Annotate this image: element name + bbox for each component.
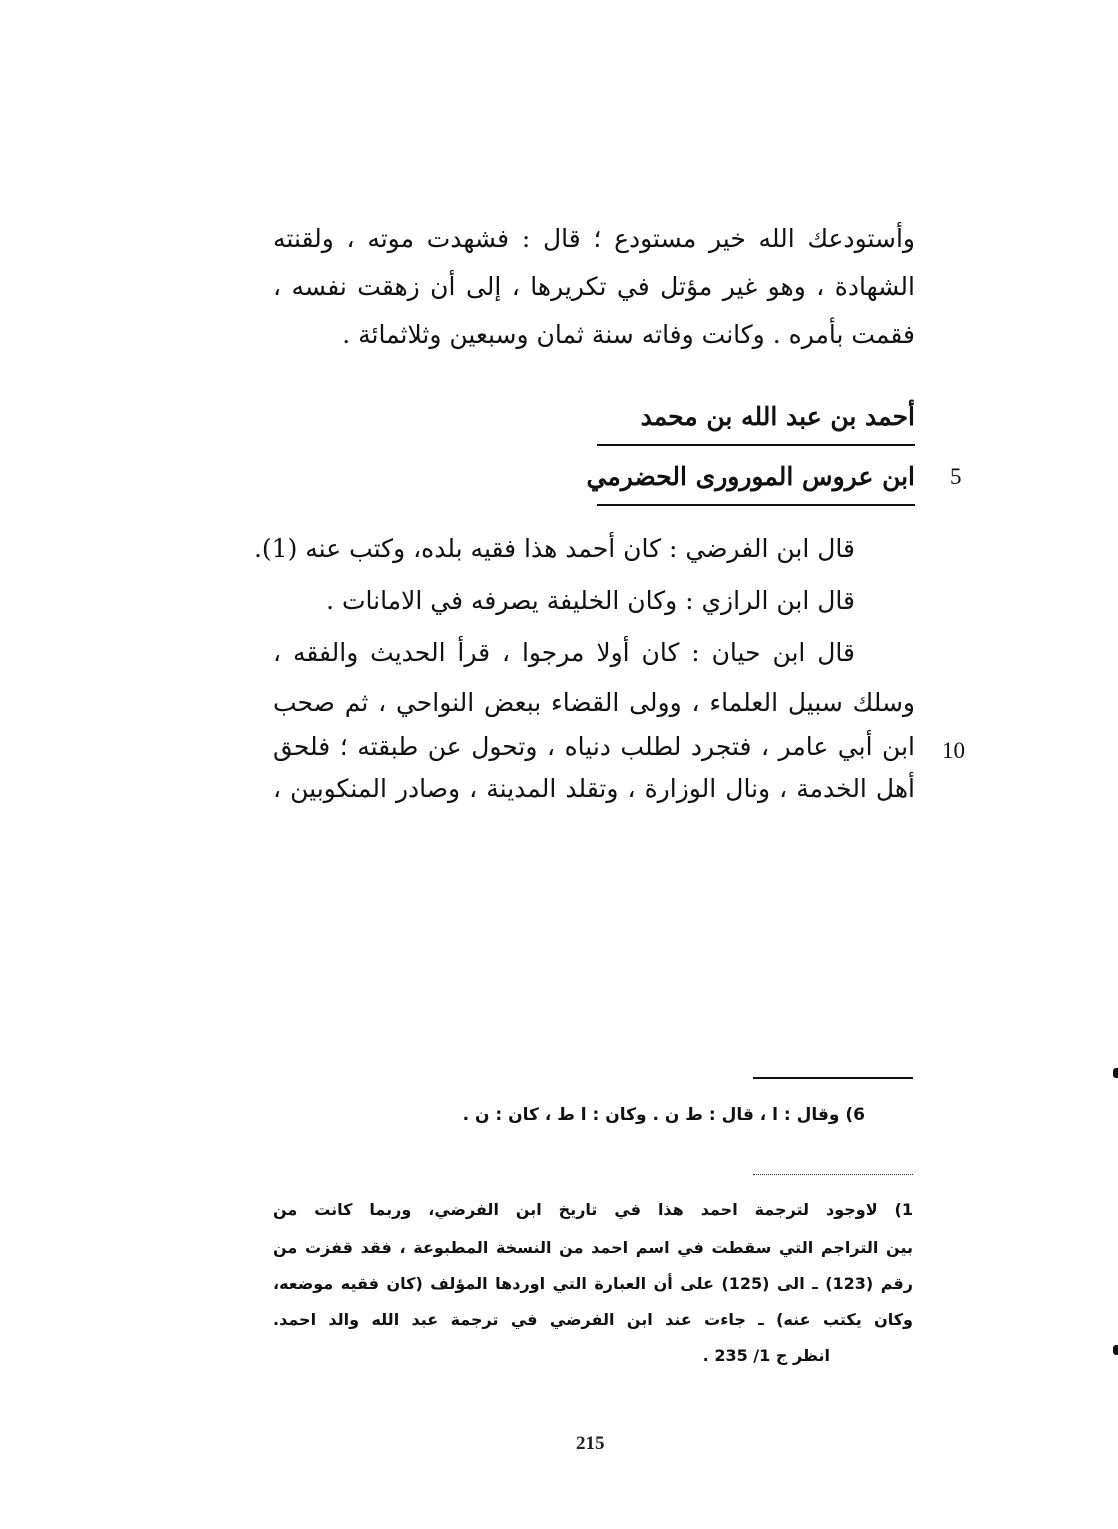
- variant-reading-note: 6) وقال : ا ، قال : ط ن . وكان : ا ط ، كان : ن .: [462, 1105, 865, 1125]
- footnote-line-3: رقم (123) ـ الى (125) على أن العبارة التي اوردها المؤلف (كان فقيه موضعه،: [273, 1274, 913, 1293]
- footnote-line-5: انظر ج 1/ 235 .: [702, 1346, 830, 1365]
- quote-ibn-al-razi: قال ابن الرازي : وكان الخليفة يصرفه في الامانات .: [326, 586, 855, 615]
- body-line-2: الشهادة ، وهو غير مؤتل في تكريرها ، إلى أن زهقت نفسه ،: [273, 272, 915, 301]
- footnote-line-2: بين التراجم التي سقطت في اسم احمد من النسخة المطبوعة ، فقد قفزت من: [273, 1238, 913, 1257]
- body-continuation-3: أهل الخدمة ، ونال الوزارة ، وتقلد المدينة ، وصادر المنكوبين ،: [273, 774, 915, 803]
- quote-ibn-hayyan: قال ابن حيان : كان أولا مرجوا ، قرأ الحديث والفقه ،: [273, 638, 855, 667]
- footnote-line-1: 1) لاوجود لترجمة احمد هذا في تاريخ ابن الفرضي، وربما كانت من: [273, 1200, 913, 1219]
- entry-heading-line-1: أحمد بن عبد الله بن محمد: [640, 402, 915, 431]
- quote-ibn-al-faradi: قال ابن الفرضي : كان أحمد هذا فقيه بلده، وكتب عنه (1).: [253, 534, 855, 563]
- heading-underline-2: [597, 504, 915, 506]
- page-number: 215: [576, 1433, 605, 1454]
- apparatus-separator: [753, 1077, 913, 1079]
- body-continuation-2: ابن أبي عامر ، فتجرد لطلب دنياه ، وتحول عن طبقته ؛ فلحق: [273, 732, 915, 761]
- line-number-10: 10: [942, 738, 965, 763]
- body-line-3: فقمت بأمره . وكانت وفاته سنة ثمان وسبعين وثلاثمائة .: [342, 320, 915, 349]
- footnote-separator: [753, 1174, 913, 1175]
- line-number-5: 5: [950, 464, 962, 489]
- body-line-1: وأستودعك الله خير مستودع ؛ قال : فشهدت موته ، ولقنته: [273, 224, 915, 253]
- scan-margin-mark-bottom: [1113, 1345, 1118, 1355]
- heading-underline-1: [597, 444, 915, 446]
- body-continuation-1: وسلك سبيل العلماء ، وولى القضاء ببعض النواحي ، ثم صحب: [273, 688, 915, 717]
- footnote-line-4: وكان يكتب عنه) ـ جاءت عند ابن الفرضي في ترجمة عبد الله والد احمد.: [273, 1310, 913, 1329]
- entry-heading-line-2: ابن عروس المورورى الحضرمي: [586, 462, 915, 491]
- scan-margin-mark-top: [1113, 1068, 1118, 1078]
